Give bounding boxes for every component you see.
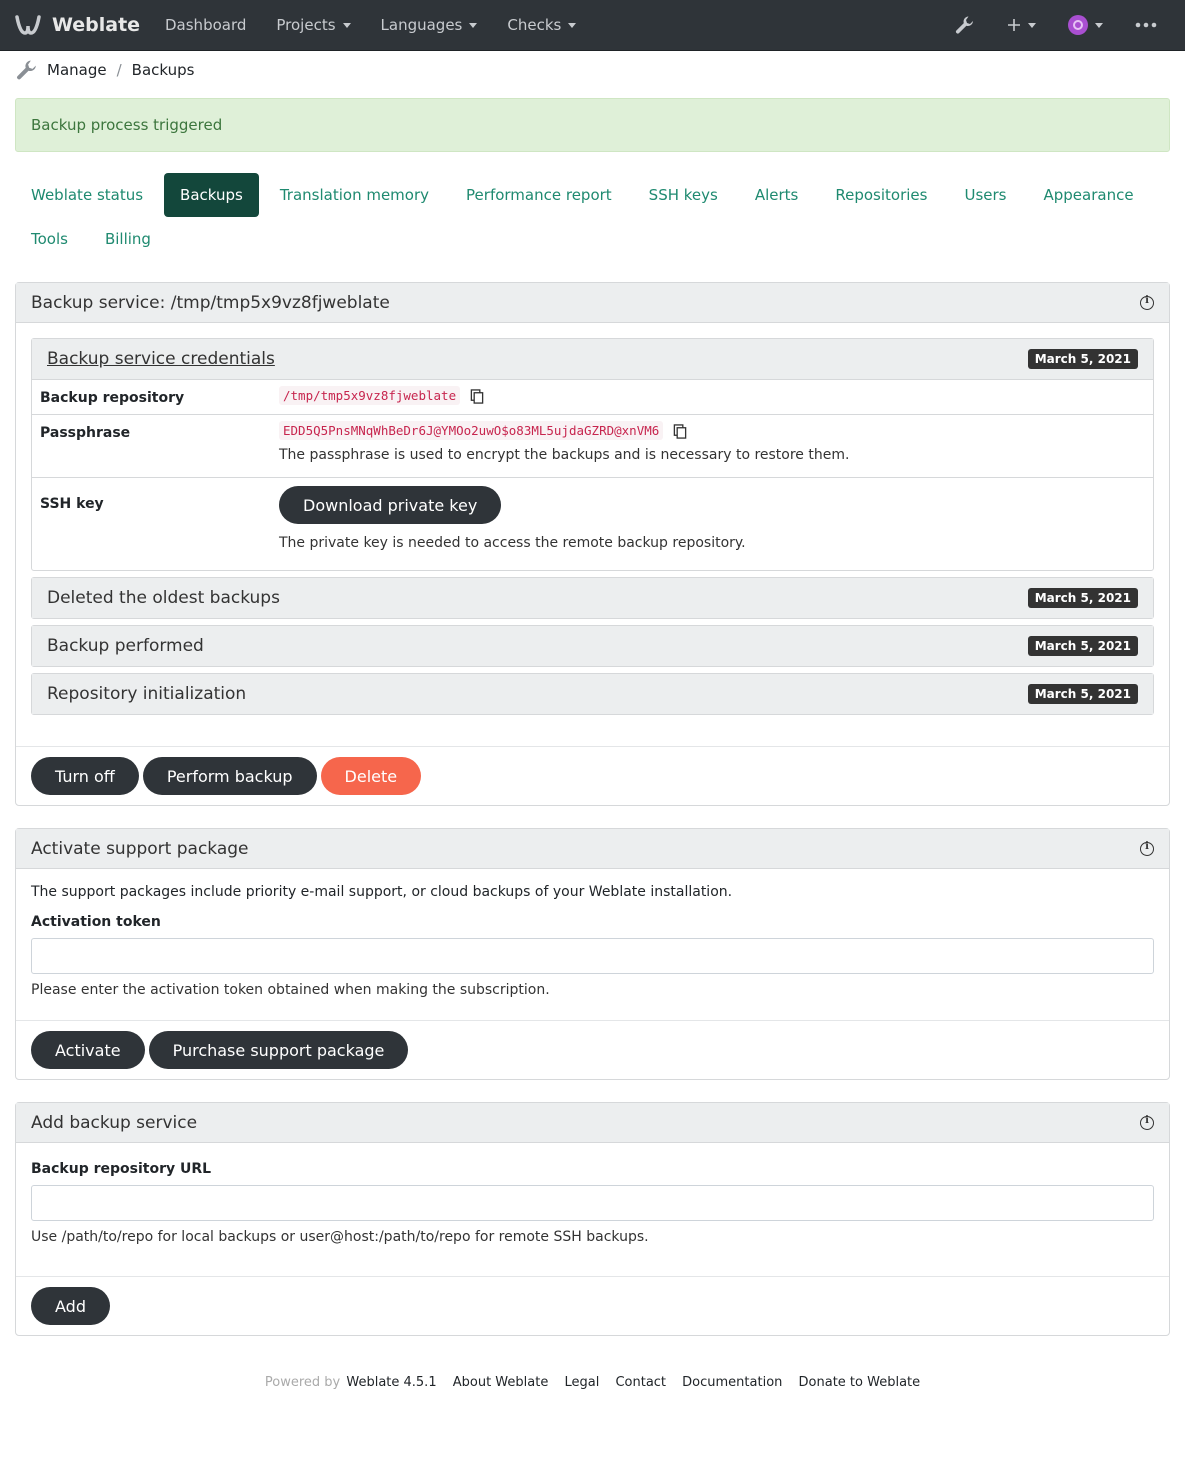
- breadcrumb: [0, 51, 1185, 89]
- repository-row: [32, 379, 1153, 414]
- top-navbar: [0, 0, 1185, 51]
- log-entry[interactable]: [31, 625, 1154, 667]
- date-badge: March 5, 2021: [1028, 684, 1138, 704]
- chevron-down-icon: [343, 23, 351, 28]
- support-title: Activate support package: [31, 838, 249, 859]
- tab-repositories[interactable]: Repositories: [835, 186, 928, 204]
- brand-link[interactable]: [0, 14, 150, 36]
- ssh-key-label: SSH key: [40, 496, 104, 512]
- manage-tabs: [15, 173, 1170, 261]
- log-title: Repository initialization: [47, 684, 247, 704]
- date-badge: March 5, 2021: [1028, 588, 1138, 608]
- add-backup-body: [16, 1143, 1169, 1276]
- backup-service-footer: [16, 746, 1169, 805]
- tab-ssh-keys[interactable]: SSH keys: [648, 186, 718, 204]
- more-menu-button[interactable]: [1122, 0, 1185, 50]
- activation-token-label: Activation token: [31, 914, 161, 930]
- copy-icon[interactable]: [673, 424, 687, 439]
- add-backup-panel: [15, 1102, 1170, 1336]
- tab-tools[interactable]: Tools: [31, 230, 68, 248]
- log-entry[interactable]: [31, 673, 1154, 715]
- chevron-down-icon: [1028, 23, 1036, 28]
- tab-billing[interactable]: Billing: [104, 230, 151, 248]
- breadcrumb-backups-link[interactable]: Backups: [131, 61, 195, 79]
- credentials-panel: [31, 338, 1154, 571]
- passphrase-help: The passphrase is used to encrypt the backups and is necessary to restore them.: [279, 447, 850, 463]
- activation-token-input[interactable]: [31, 938, 1154, 974]
- avatar: [1068, 15, 1088, 35]
- plus-icon: [1007, 18, 1021, 32]
- passphrase-value: EDD5Q5PnsMNqWhBeDr6J@YMOo2uwO$o83ML5ujdaGZRD@xnVM6: [279, 421, 663, 440]
- footer-donate-link[interactable]: Donate to Weblate: [798, 1375, 921, 1390]
- manage-button[interactable]: [942, 0, 994, 50]
- footer-documentation-link[interactable]: Documentation: [682, 1375, 783, 1390]
- more-dots-icon: [1135, 22, 1157, 28]
- alert-message: Backup process triggered: [31, 116, 223, 134]
- tab-translation-memory[interactable]: Translation memory: [279, 186, 430, 204]
- turn-off-button[interactable]: Turn off: [31, 757, 139, 795]
- log-entry[interactable]: [31, 577, 1154, 619]
- date-badge: March 5, 2021: [1028, 636, 1138, 656]
- wrench-icon: [16, 59, 38, 81]
- repository-label: Backup repository: [40, 390, 185, 406]
- wrench-icon: [955, 15, 975, 35]
- credentials-title[interactable]: Backup service credentials: [47, 349, 275, 369]
- footer-about-link[interactable]: About Weblate: [452, 1375, 549, 1390]
- backup-service-title: Backup service: /tmp/tmp5x9vz8fjweblate: [31, 292, 390, 313]
- repository-url-label: Backup repository URL: [31, 1161, 212, 1177]
- chevron-down-icon: [469, 23, 477, 28]
- footer-version-link[interactable]: Weblate 4.5.1: [346, 1375, 437, 1390]
- download-private-key-button[interactable]: Download private key: [279, 486, 501, 524]
- footer-contact-link[interactable]: Contact: [615, 1375, 667, 1390]
- page-footer: [15, 1375, 1170, 1390]
- info-icon[interactable]: [1140, 296, 1154, 310]
- nav-dashboard-label: Dashboard: [165, 16, 247, 34]
- activate-button[interactable]: Activate: [31, 1031, 145, 1069]
- nav-checks-label: Checks: [507, 16, 562, 34]
- nav-dashboard[interactable]: [150, 0, 261, 50]
- log-title: Backup performed: [47, 636, 204, 656]
- nav-checks[interactable]: [492, 0, 591, 50]
- tab-weblate-status[interactable]: Weblate status: [31, 186, 144, 204]
- support-heading: [16, 829, 1169, 869]
- breadcrumb-manage-link[interactable]: Manage: [47, 61, 107, 79]
- add-menu-button[interactable]: [994, 0, 1055, 50]
- powered-by-text: Powered by: [264, 1375, 341, 1390]
- tab-performance-report[interactable]: Performance report: [466, 186, 612, 204]
- nav-languages[interactable]: [366, 0, 493, 50]
- copy-icon[interactable]: [470, 389, 484, 404]
- weblate-logo-icon: [14, 14, 42, 36]
- purchase-support-button[interactable]: Purchase support package: [149, 1031, 409, 1069]
- brand-name: Weblate: [52, 14, 141, 36]
- tab-appearance[interactable]: Appearance: [1043, 186, 1134, 204]
- repository-url-help: Use /path/to/repo for local backups or user@host:/path/to/repo for remote SSH backups.: [31, 1229, 649, 1245]
- chevron-down-icon: [568, 23, 576, 28]
- repository-value: /tmp/tmp5x9vz8fjweblate: [279, 386, 460, 405]
- success-alert: [15, 98, 1170, 152]
- add-backup-title: Add backup service: [31, 1112, 198, 1133]
- footer-legal-link[interactable]: Legal: [564, 1375, 600, 1390]
- support-footer: [16, 1020, 1169, 1079]
- passphrase-label: Passphrase: [40, 425, 131, 441]
- backup-service-panel: [15, 282, 1170, 806]
- add-backup-footer: [16, 1276, 1169, 1335]
- ssh-key-help: The private key is needed to access the remote backup repository.: [279, 535, 746, 551]
- log-title: Deleted the oldest backups: [47, 588, 280, 608]
- perform-backup-button[interactable]: Perform backup: [143, 757, 317, 795]
- nav-projects-label: Projects: [276, 16, 336, 34]
- tab-alerts[interactable]: Alerts: [754, 186, 799, 204]
- user-menu-button[interactable]: [1055, 0, 1122, 50]
- backup-service-body: [16, 323, 1169, 746]
- backup-service-heading: [16, 283, 1169, 323]
- nav-languages-label: Languages: [380, 16, 463, 34]
- breadcrumb-separator: /: [116, 61, 122, 79]
- nav-projects[interactable]: [261, 0, 365, 50]
- chevron-down-icon: [1095, 23, 1103, 28]
- date-badge: March 5, 2021: [1028, 349, 1138, 369]
- info-icon[interactable]: [1140, 1116, 1154, 1130]
- support-description: The support packages include priority e-mail support, or cloud backups of your Weblate installation.: [31, 884, 733, 900]
- repository-url-input[interactable]: [31, 1185, 1154, 1221]
- support-body: [16, 869, 1169, 1020]
- activation-token-help: Please enter the activation token obtained when making the subscription.: [31, 982, 550, 998]
- support-panel: [15, 828, 1170, 1080]
- credentials-heading[interactable]: [32, 339, 1153, 379]
- delete-button[interactable]: Delete: [321, 757, 422, 795]
- add-button[interactable]: Add: [31, 1287, 110, 1325]
- passphrase-row: [32, 414, 1153, 477]
- tab-backups[interactable]: Backups: [164, 173, 259, 217]
- ssh-key-row: [32, 477, 1153, 570]
- tab-users[interactable]: Users: [964, 186, 1007, 204]
- add-backup-heading: [16, 1103, 1169, 1143]
- info-icon[interactable]: [1140, 842, 1154, 856]
